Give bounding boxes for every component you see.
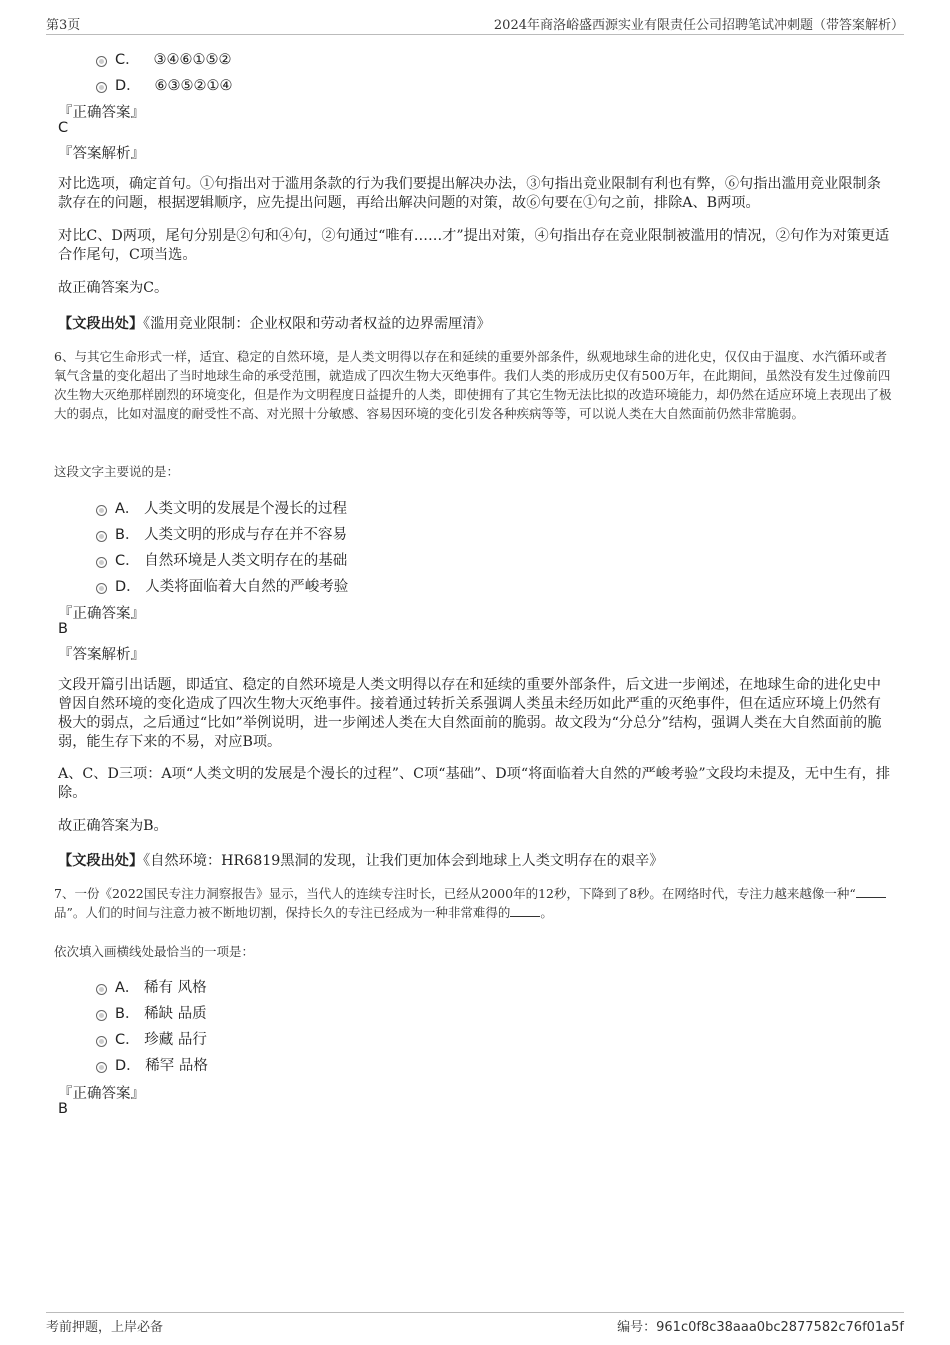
q7-option-b[interactable]: B． 稀缺 品质 — [96, 1002, 207, 1023]
q5-source — [58, 313, 491, 333]
radio-icon[interactable] — [96, 505, 107, 516]
q7-stem: 7、一份《2022国民专注力洞察报告》显示，当代人的连续专注时长，已经从2000年的12秒，下降到了8秒。在网络时代，专注力越来越像一种“品”。人们的时间与注意力被不断地切割，保持长久的专注已经成为一种非常难得的 。 — [54, 884, 899, 922]
q6-analysis-paragraph-2: A、C、D三项：A项“人类文明的发展是个漫长的过程”、C项“基础”、D项“将面临着大自然的严峻考验”文段均未提及，无中生有，排除。 — [58, 766, 891, 801]
radio-icon[interactable] — [96, 583, 107, 594]
q7-option-c[interactable]: C． 珍藏 品行 — [96, 1028, 207, 1049]
q6-option-a[interactable]: A． 人类文明的发展是个漫长的过程 — [96, 497, 347, 518]
radio-icon[interactable] — [96, 984, 107, 995]
q7-option-a[interactable]: A． 稀有 风格 — [96, 976, 207, 997]
q6-analysis-label: 『答案解析』 — [58, 647, 145, 663]
q6-analysis-paragraph-1: 文段开篇引出话题，即适宜、稳定的自然环境是人类文明得以存在和延续的重要外部条件，后文进一步阐述，在地球生命的进化史中曾因自然环境的变化造成了四次生物大灭绝事件。接着通过转折关系强调人类虽未经历如此严重的灭绝事件，但在适应环境上仍然有极大的弱点，之后通过“比如”举例说明，进一步阐述人类在大自然面前的脆弱。故文段为“分总分”结构，强调人类在大自然面前的脆弱，能生存下来的不易，对应B项。 — [58, 677, 882, 750]
page-number: 第3页 — [46, 18, 81, 33]
q6-analysis-paragraph-3: 故正确答案为B。 — [58, 818, 168, 834]
q5-analysis-paragraph-2: 对比C、D两项，尾句分别是②句和④句，②句通过“唯有……才”提出对策，④句指出存在竞业限制被滥用的情况，②句作为对策更适合作尾句，C项当选。 — [58, 228, 890, 263]
q5-analysis-paragraph-3: 故正确答案为C。 — [58, 280, 169, 296]
radio-icon[interactable] — [96, 1062, 107, 1073]
q6-answer-label: 『正确答案』 — [58, 606, 145, 622]
radio-icon[interactable] — [96, 1010, 107, 1021]
document-title: 2024年商洛峪盛西源实业有限责任公司招聘笔试冲刺题（带答案解析） — [493, 18, 904, 33]
radio-icon[interactable] — [96, 82, 107, 93]
page-footer — [46, 1312, 904, 1335]
source-text: 《滥用竞业限制：企业权限和劳动者权益的边界需厘清》 — [143, 316, 491, 332]
q7-option-d[interactable]: D． 稀罕 品格 — [96, 1054, 208, 1075]
q6-option-c[interactable]: C． 自然环境是人类文明存在的基础 — [96, 549, 347, 570]
q5-option-d[interactable]: D． ⑥③⑤②①④ — [96, 74, 233, 95]
page-header — [46, 14, 904, 35]
q5-analysis-paragraph-1: 对比选项，确定首句。①句指出对于滥用条款的行为我们要提出解决办法，③句指出竞业限制有利也有弊，⑥句指出滥用竞业限制条款存在的问题，根据逻辑顺序，应先提出问题，再给出解决问题的对策，故⑥句要在①句之前，排除A、B两项。 — [58, 176, 881, 211]
q6-option-b[interactable]: B． 人类文明的形成与存在并不容易 — [96, 523, 347, 544]
q5-option-c[interactable]: C． ③④⑥①⑤② — [96, 48, 231, 69]
radio-icon[interactable] — [96, 557, 107, 568]
footer-slogan: 考前押题，上岸必备 — [46, 1320, 164, 1335]
fill-blank-2 — [510, 904, 540, 917]
document-code: 编号：961c0f8c38aaa0bc2877582c76f01a5f — [617, 1320, 904, 1335]
q7-answer-label: 『正确答案』 — [58, 1086, 145, 1102]
q6-source — [58, 850, 663, 870]
q7-answer: B — [58, 1101, 68, 1117]
q7-prompt: 依次填入画横线处最恰当的一项是： — [54, 944, 255, 959]
radio-icon[interactable] — [96, 56, 107, 67]
source-label: 【文段出处】 — [58, 853, 144, 869]
q5-analysis-label: 『答案解析』 — [58, 146, 145, 162]
q6-option-d[interactable]: D． 人类将面临着大自然的严峻考验 — [96, 575, 348, 596]
q6-stem: 6、与其它生命形式一样，适宜、稳定的自然环境，是人类文明得以存在和延续的重要外部条件，纵观地球生命的进化史，仅仅由于温度、水汽循环或者氧气含量的变化超出了当时地球生命的承受范围，就造成了四次生物大灭绝事件。我们人类的形成历史仅有500万年，在此期间，虽然没有发生过像前四次生物大灭绝那样剧烈的环境变化，但是作为文明程度日益提升的人类，即使拥有了其它生物无法比拟的改造环境能力，却仍然在适应环境上表现出了极大的弱点，比如对温度的耐受性不高、对光照十分敏感、容易因环境的变化引发各种疾病等等，可以说人类在大自然面前仍然非常脆弱。 — [54, 349, 892, 421]
radio-icon[interactable] — [96, 1036, 107, 1047]
q6-answer: B — [58, 621, 68, 637]
source-label: 【文段出处】 — [58, 316, 144, 332]
q5-answer: C — [58, 120, 69, 136]
q6-prompt: 这段文字主要说的是： — [54, 464, 180, 479]
fill-blank-1 — [856, 885, 886, 898]
q5-answer-label: 『正确答案』 — [58, 105, 145, 121]
source-text: 《自然环境：HR6819黑洞的发现，让我们更加体会到地球上人类文明存在的艰辛》 — [143, 853, 664, 869]
radio-icon[interactable] — [96, 531, 107, 542]
